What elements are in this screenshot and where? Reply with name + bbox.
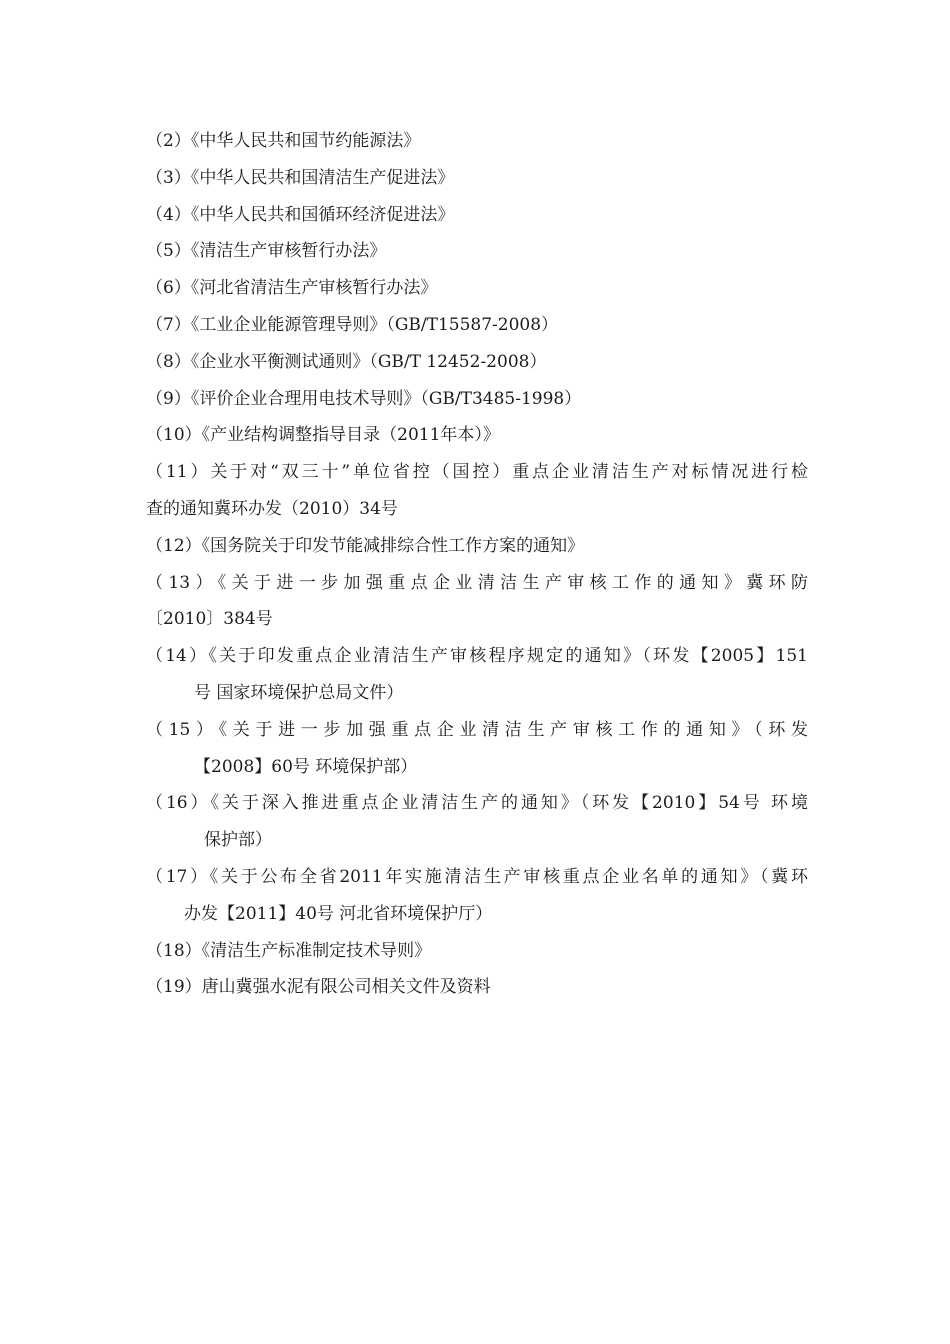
reference-item-12: （12）《国务院关于印发节能减排综合性工作方案的通知》 — [146, 535, 585, 556]
reference-item-17 — [146, 859, 808, 933]
reference-item-15-line-1: （15）《关于进一步加强重点企业清洁生产审核工作的通知》（环发 — [146, 719, 808, 740]
reference-item-2: （2）《中华人民共和国节约能源法》 — [146, 131, 421, 151]
reference-item-7: （7）《工业企业能源管理导则》（GB/T15587-2008） — [146, 314, 559, 335]
reference-item-17-line-2: 办发【2011】40号 河北省环境保护厅） — [184, 903, 493, 924]
reference-item-6: （6）《河北省清洁生产审核暂行办法》 — [146, 278, 438, 299]
reference-item-14-line-1: （14）《关于印发重点企业清洁生产审核程序规定的通知》（环发【2005】151 — [146, 646, 808, 667]
reference-item-14-line-2: 号 国家环境保护总局文件） — [194, 682, 404, 703]
reference-item-11-line-1: （11）关于对“双三十”单位省控（国控）重点企业清洁生产对标情况进行检 — [146, 462, 808, 483]
reference-item-15 — [146, 712, 808, 786]
reference-item-11 — [146, 454, 808, 528]
reference-item-11-line-2: 查的通知冀环办发（2010）34号 — [146, 498, 398, 519]
reference-item-5: （5）《清洁生产审核暂行办法》 — [146, 241, 387, 262]
reference-item-19: （19）唐山冀强水泥有限公司相关文件及资料 — [146, 977, 491, 998]
reference-list — [146, 123, 808, 1006]
reference-item-13-line-2: 〔2010〕384号 — [146, 609, 273, 630]
reference-item-17-line-1: （17）《关于公布全省2011年实施清洁生产审核重点企业名单的通知》（冀环 — [146, 866, 808, 887]
reference-item-13 — [146, 565, 808, 639]
reference-item-8: （8）《企业水平衡测试通则》（GB/T 12452-2008） — [146, 351, 547, 372]
reference-item-18: （18）《清洁生产标准制定技术导则》 — [146, 940, 432, 961]
reference-item-16-line-2: 保护部） — [204, 830, 272, 851]
reference-item-13-line-1: （13）《关于进一步加强重点企业清洁生产审核工作的通知》冀环防 — [146, 572, 808, 593]
reference-item-14 — [146, 638, 808, 712]
reference-item-10: （10）《产业结构调整指导目录（2011年本）》 — [146, 425, 500, 446]
reference-item-3: （3）《中华人民共和国清洁生产促进法》 — [146, 167, 455, 188]
reference-item-9: （9）《评价企业合理用电技术导则》（GB/T3485-1998） — [146, 388, 582, 409]
reference-item-16-line-1: （16）《关于深入推进重点企业清洁生产的通知》（环发【2010】54号 环境 — [146, 793, 808, 814]
reference-item-16 — [146, 785, 808, 859]
reference-item-15-line-2: 【2008】60号 环境保护部） — [194, 756, 418, 777]
reference-item-4: （4）《中华人民共和国循环经济促进法》 — [146, 204, 455, 225]
